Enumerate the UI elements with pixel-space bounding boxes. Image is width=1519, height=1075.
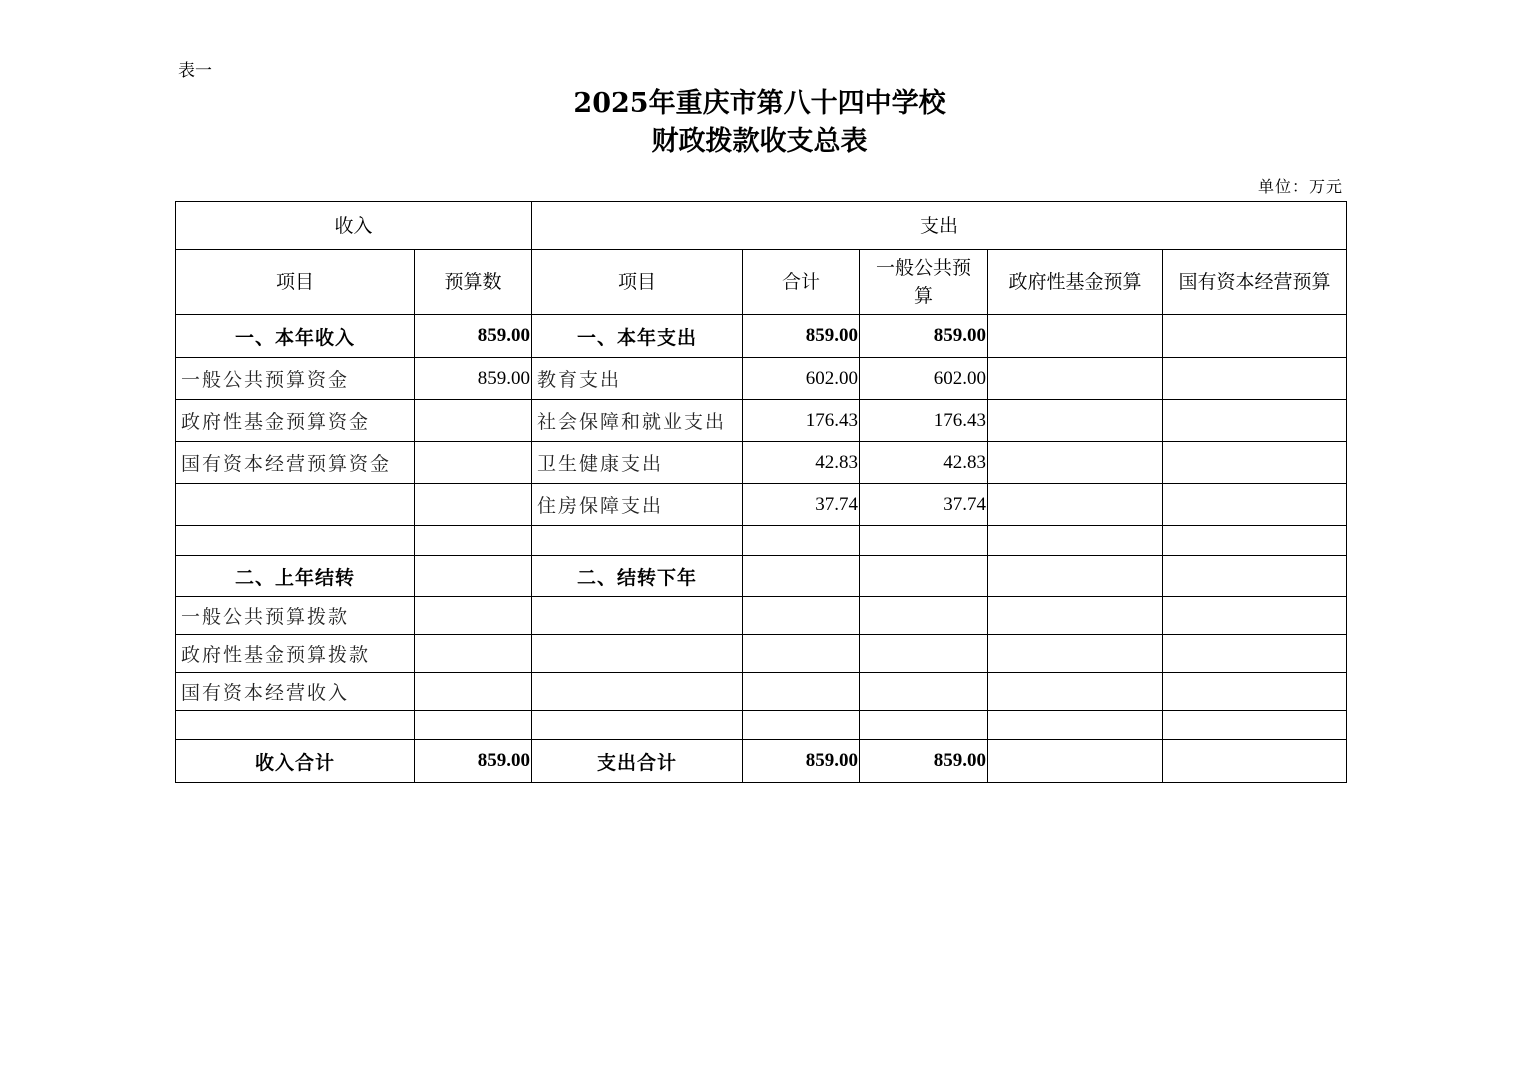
exp-fund-total [988,740,1163,783]
income-amount-cell [415,597,532,635]
exp-total-cell [743,711,860,740]
income-amount-cell [415,556,532,597]
exp-general-header: 一般公共预算 [860,250,988,315]
exp-fund-cell [988,673,1163,711]
income-total-amount: 859.00 [415,740,532,783]
income-amount-cell [415,526,532,556]
exp-total-cell: 37.74 [743,484,860,526]
exp-general-cell: 37.74 [860,484,988,526]
exp-general-cell [860,673,988,711]
exp-general-cell: 859.00 [860,315,988,358]
income-item-cell: 政府性基金预算资金 [176,400,415,442]
exp-total-cell: 176.43 [743,400,860,442]
exp-total-header: 合计 [743,250,860,315]
income-amount-cell [415,711,532,740]
exp-general-cell [860,597,988,635]
exp-fund-cell [988,526,1163,556]
exp-general-cell: 42.83 [860,442,988,484]
exp-total-label: 支出合计 [532,740,743,783]
table-row [176,597,1347,635]
income-amount-cell: 859.00 [415,358,532,400]
column-header-row [176,250,1347,315]
exp-fund-cell [988,484,1163,526]
exp-item-cell [532,673,743,711]
income-item-header: 项目 [176,250,415,315]
exp-fund-cell [988,597,1163,635]
exp-capital-cell [1163,358,1347,400]
income-amount-cell [415,673,532,711]
exp-item-cell: 教育支出 [532,358,743,400]
expenditure-group-header: 支出 [532,202,1347,250]
table-row [176,635,1347,673]
income-amount-cell [415,635,532,673]
table-row [176,484,1347,526]
table-row [176,400,1347,442]
exp-total-cell: 602.00 [743,358,860,400]
exp-item-cell [532,597,743,635]
exp-capital-cell [1163,315,1347,358]
income-item-cell [176,526,415,556]
table-row [176,358,1347,400]
exp-item-cell [532,526,743,556]
exp-general-cell [860,635,988,673]
exp-capital-total [1163,740,1347,783]
exp-general-cell: 602.00 [860,358,988,400]
exp-item-cell: 社会保障和就业支出 [532,400,743,442]
exp-capital-header: 国有资本经营预算 [1163,250,1347,315]
exp-item-cell: 卫生健康支出 [532,442,743,484]
income-item-cell: 国有资本经营收入 [176,673,415,711]
exp-item-cell: 一、本年支出 [532,315,743,358]
income-total-label: 收入合计 [176,740,415,783]
table-row [176,556,1347,597]
exp-capital-cell [1163,673,1347,711]
page-title: 2025年重庆市第八十四中学校 [573,88,946,119]
exp-item-cell [532,635,743,673]
income-amount-cell: 859.00 [415,315,532,358]
exp-fund-cell [988,711,1163,740]
income-amount-cell [415,442,532,484]
exp-fund-header: 政府性基金预算 [988,250,1163,315]
exp-total-cell: 859.00 [743,315,860,358]
income-item-cell: 一、本年收入 [176,315,415,358]
exp-total-cell [743,526,860,556]
exp-capital-cell [1163,484,1347,526]
table-row [176,711,1347,740]
exp-capital-cell [1163,556,1347,597]
income-amount-cell [415,484,532,526]
exp-capital-cell [1163,526,1347,556]
income-item-cell: 一般公共预算资金 [176,358,415,400]
exp-fund-cell [988,635,1163,673]
totals-row [176,740,1347,783]
exp-fund-cell [988,358,1163,400]
exp-fund-cell [988,315,1163,358]
table-row [176,442,1347,484]
income-budget-header: 预算数 [415,250,532,315]
exp-general-total: 859.00 [860,740,988,783]
income-amount-cell [415,400,532,442]
exp-total-cell: 42.83 [743,442,860,484]
income-item-cell [176,484,415,526]
budget-table [175,201,1347,783]
exp-general-cell [860,711,988,740]
exp-general-cell: 176.43 [860,400,988,442]
income-item-cell: 国有资本经营预算资金 [176,442,415,484]
income-item-cell: 二、上年结转 [176,556,415,597]
income-group-header: 收入 [176,202,532,250]
exp-total-cell [743,597,860,635]
exp-total-cell [743,635,860,673]
exp-fund-cell [988,442,1163,484]
page-subtitle: 财政拨款收支总表 [651,126,868,157]
exp-capital-cell [1163,597,1347,635]
exp-total-cell [743,673,860,711]
income-item-cell: 一般公共预算拨款 [176,597,415,635]
income-item-cell: 政府性基金预算拨款 [176,635,415,673]
table-row [176,526,1347,556]
exp-item-cell: 二、结转下年 [532,556,743,597]
table-label: 表一 [178,61,212,81]
unit-label: 单位：万元 [1257,177,1343,196]
exp-total-amount: 859.00 [743,740,860,783]
exp-general-cell [860,526,988,556]
exp-capital-cell [1163,711,1347,740]
exp-item-cell: 住房保障支出 [532,484,743,526]
exp-item-header: 项目 [532,250,743,315]
income-item-cell [176,711,415,740]
exp-fund-cell [988,556,1163,597]
table-row [176,315,1347,358]
exp-capital-cell [1163,635,1347,673]
exp-fund-cell [988,400,1163,442]
exp-capital-cell [1163,400,1347,442]
exp-general-cell [860,556,988,597]
exp-total-cell [743,556,860,597]
group-header-row [176,202,1347,250]
exp-capital-cell [1163,442,1347,484]
exp-item-cell [532,711,743,740]
table-row [176,673,1347,711]
